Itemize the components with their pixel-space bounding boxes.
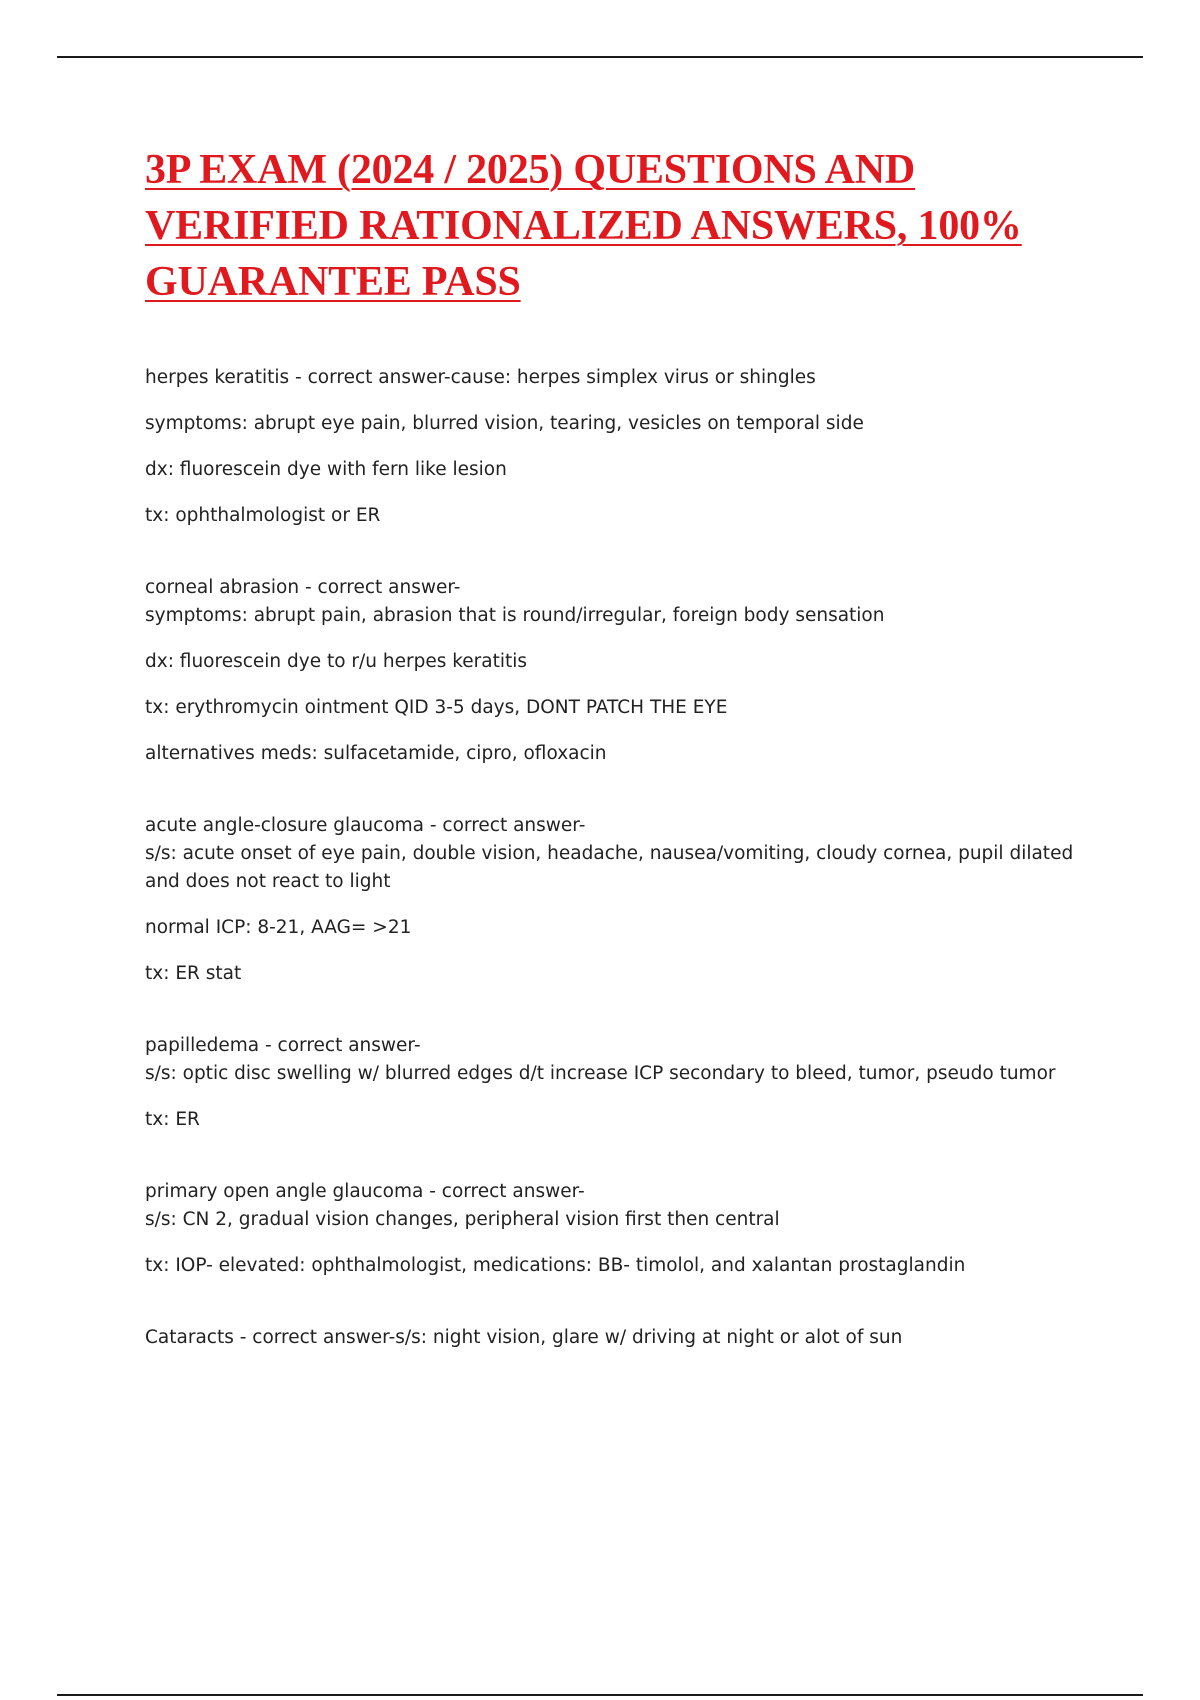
entry-corneal-abrasion — [145, 574, 1085, 768]
entry-line: symptoms: abrupt pain, abrasion that is round/irregular, foreign body sensation — [145, 605, 885, 626]
entry-line: symptoms: abrupt eye pain, blurred vision, tearing, vesicles on temporal side — [145, 413, 864, 434]
entry-line: tx: ER stat — [145, 963, 242, 984]
entry-line: s/s: optic disc swelling w/ blurred edges d/t increase ICP secondary to bleed, tumor, pseudo tumor — [145, 1063, 1056, 1084]
entry-heading: acute angle-closure glaucoma - correct answer- — [145, 815, 586, 836]
entry-line: normal ICP: 8-21, AAG= >21 — [145, 917, 412, 938]
entry-line: alternatives meds: sulfacetamide, cipro, ofloxacin — [145, 743, 607, 764]
entry-herpes-keratitis — [145, 364, 1085, 530]
entry-line: s/s: CN 2, gradual vision changes, peripheral vision first then central — [145, 1209, 780, 1230]
entry-papilledema — [145, 1032, 1085, 1134]
entry-line: tx: ophthalmologist or ER — [145, 505, 381, 526]
entry-line: dx: fluorescein dye with fern like lesion — [145, 459, 507, 480]
entry-heading: papilledema - correct answer- — [145, 1035, 421, 1056]
entry-line: tx: IOP- elevated: ophthalmologist, medications: BB- timolol, and xalantan prostaglandin — [145, 1255, 966, 1276]
entry-line: tx: ER — [145, 1109, 200, 1130]
entry-line: herpes keratitis - correct answer-cause: herpes simplex virus or shingles — [145, 367, 816, 388]
entry-heading: primary open angle glaucoma - correct answer- — [145, 1181, 585, 1202]
entry-line: tx: erythromycin ointment QID 3-5 days, DONT PATCH THE EYE — [145, 697, 728, 718]
entry-primary-open-angle-glaucoma — [145, 1178, 1085, 1280]
top-rule — [57, 56, 1143, 58]
entry-line: dx: fluorescein dye to r/u herpes keratitis — [145, 651, 528, 672]
bottom-rule — [57, 1694, 1143, 1696]
document-body — [145, 364, 1085, 1370]
entry-cataracts — [145, 1324, 1085, 1352]
document-title: 3P EXAM (2024 / 2025) QUESTIONS AND VERIFIED RATIONALIZED ANSWERS, 100% GUARANTEE PASS — [145, 147, 1022, 305]
entry-heading: corneal abrasion - correct answer- — [145, 577, 461, 598]
entry-line: Cataracts - correct answer-s/s: night vision, glare w/ driving at night or alot of sun — [145, 1327, 903, 1348]
entry-acute-angle-closure-glaucoma — [145, 812, 1085, 988]
entry-line: s/s: acute onset of eye pain, double vision, headache, nausea/vomiting, cloudy cornea, pupil dilated and does not react to light — [145, 843, 1074, 892]
